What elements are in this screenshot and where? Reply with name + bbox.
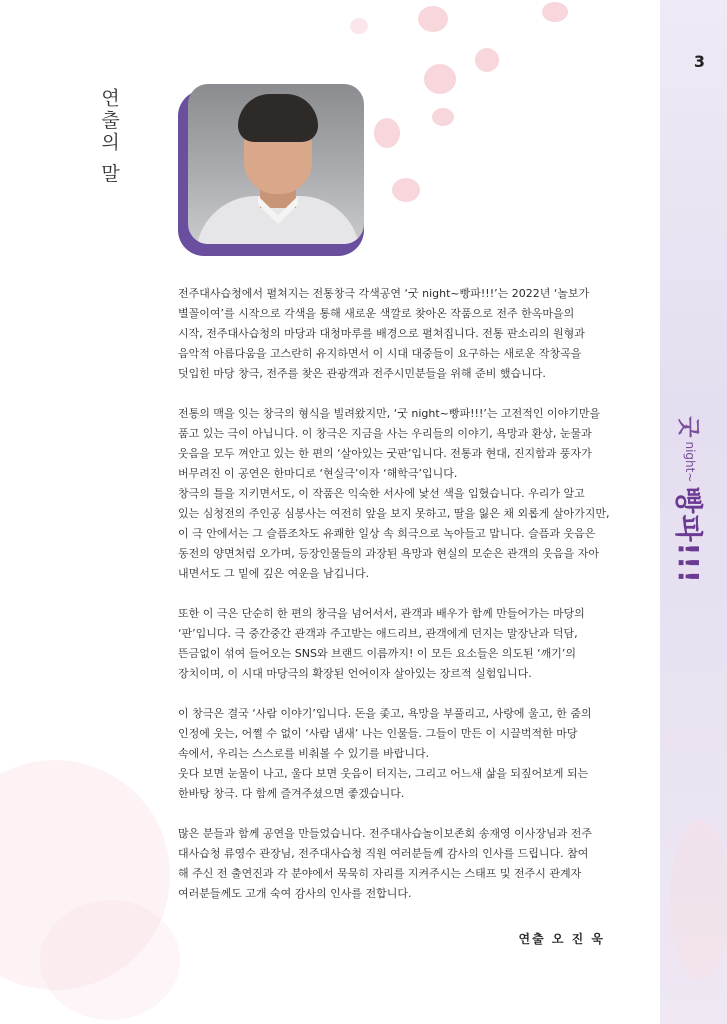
body-line: 해 주신 전 출연진과 각 분야에서 묵묵히 자리를 지켜주시는 스태프 및 전주시 관계자: [178, 867, 582, 880]
signature: 연출 오 진 욱: [518, 932, 605, 946]
petal-decoration: [475, 48, 499, 72]
petal-decoration: [40, 900, 180, 1020]
side-title-good: 굿: [675, 416, 701, 438]
paragraph-gap: [178, 804, 606, 824]
body-line: 음악적 아름다움을 고스란히 유지하면서 이 시대 대중들이 요구하는 새로운 작창곡을: [178, 347, 582, 360]
body-line: 여러분들께도 고개 숙여 감사의 인사를 전합니다.: [178, 887, 412, 900]
body-line: ‘판’입니다. 극 중간중간 관객과 주고받는 애드리브, 관객에게 던지는 말장난과 덕담,: [178, 627, 578, 640]
body-line: 창극의 틀을 지키면서도, 이 작품은 익숙한 서사에 낯선 색을 입혔습니다. 우리가 알고: [178, 487, 585, 500]
body-line: 전통의 맥을 잇는 창극의 형식을 빌려왔지만, ‘굿 night~빵파!!!’는 고전적인 이야기만을: [178, 407, 601, 420]
director-photo: [178, 84, 364, 256]
body-line: 장치이며, 이 시대 마당극의 확장된 언어이자 살아있는 장르적 실험입니다.: [178, 667, 532, 680]
petal-decoration: [350, 18, 368, 34]
body-line: 있는 심청전의 주인공 심봉사는 여전히 앞을 보지 못하고, 딸을 잃은 채 외롭게 살아가지만,: [178, 507, 610, 520]
body-line: 전주대사습청에서 펼쳐지는 전통창극 각색공연 ‘굿 night~빵파!!!’는 2022년 ‘놀보가: [178, 287, 590, 300]
petal-decoration: [424, 64, 456, 94]
side-title-bbang: 빵파!!!: [672, 486, 705, 584]
body-line: 많은 분들과 함께 공연을 만들었습니다. 전주대사습놀이보존회 송재영 이사장님과 전주: [178, 827, 593, 840]
body-line: 별꼴이여’를 시작으로 각색을 통해 새로운 색깔로 찾아온 작품으로 전주 한옥마을의: [178, 307, 575, 320]
body-line: 웃음을 모두 껴안고 있는 한 편의 ‘살아있는 굿판’입니다. 전통과 현대, 진지함과 풍자가: [178, 447, 592, 460]
body-line: 속에서, 우리는 스스로를 비춰볼 수 있기를 바랍니다.: [178, 747, 430, 760]
body-line: 내면서도 그 밑에 깊은 여운을 남깁니다.: [178, 567, 369, 580]
body-line: 한바탕 창극. 다 함께 즐겨주셨으면 좋겠습니다.: [178, 787, 405, 800]
body-line: 이 극 안에서는 그 슬픔조차도 유쾌한 일상 속 희극으로 녹아들고 맙니다. 슬픔과 웃음은: [178, 527, 596, 540]
body-line: 덧입힌 마당 창극, 전주를 찾은 관광객과 전주시민분들을 위해 준비 했습니다.: [178, 367, 546, 380]
body-line: 또한 이 극은 단순히 한 편의 창극을 넘어서서, 관객과 배우가 함께 만들어가는 마당의: [178, 607, 585, 620]
paragraph-gap: [178, 684, 606, 704]
body-line: 웃다 보면 눈물이 나고, 울다 보면 웃음이 터지는, 그리고 어느새 삶을 되짚어보게 되는: [178, 767, 589, 780]
petal-decoration: [418, 6, 448, 32]
paragraph-gap: [178, 584, 606, 604]
body-line: 버무려진 이 공연은 한마디로 ‘현실극’이자 ‘해학극’입니다.: [178, 467, 458, 480]
portrait-image: [188, 84, 364, 244]
body-text: [178, 284, 610, 904]
petal-decoration: [392, 178, 420, 202]
body-line: 시작, 전주대사습청의 마당과 대청마루를 배경으로 펼쳐집니다. 전통 판소리의 원형과: [178, 327, 585, 340]
page-heading: 연출의 말: [98, 88, 120, 186]
body-line: 동전의 양면처럼 오가며, 등장인물들의 과장된 욕망과 현실의 모순은 관객의 웃음을 자아: [178, 547, 599, 560]
petal-decoration: [374, 118, 400, 148]
petal-decoration: [542, 2, 568, 22]
body-line: 뜬금없이 섞여 들어오는 SNS와 브랜드 이름까지! 이 모든 요소들은 의도된 ‘깨기’의: [178, 647, 576, 660]
body-line: 대사습청 류영수 관장님, 전주대사습청 직원 여러분들께 감사의 인사를 드립니다. 참여: [178, 847, 589, 860]
body-line: 이 창극은 결국 ‘사람 이야기’입니다. 돈을 좇고, 욕망을 부풀리고, 사랑에 울고, 한 줌의: [178, 707, 592, 720]
petal-decoration: [432, 108, 454, 126]
side-title-night: night~: [683, 441, 697, 483]
petal-decoration: [670, 820, 727, 980]
paragraph-gap: [178, 384, 606, 404]
page-number: 3: [693, 52, 705, 71]
body-line: 인정에 웃는, 어쩔 수 없이 ‘사람 냄새’ 나는 인물들. 그들이 만든 이 시끌벅적한 마당: [178, 727, 578, 740]
body-line: 품고 있는 극이 아닙니다. 이 창극은 지금을 사는 우리들의 이야기, 욕망과 환상, 눈물과: [178, 427, 592, 440]
